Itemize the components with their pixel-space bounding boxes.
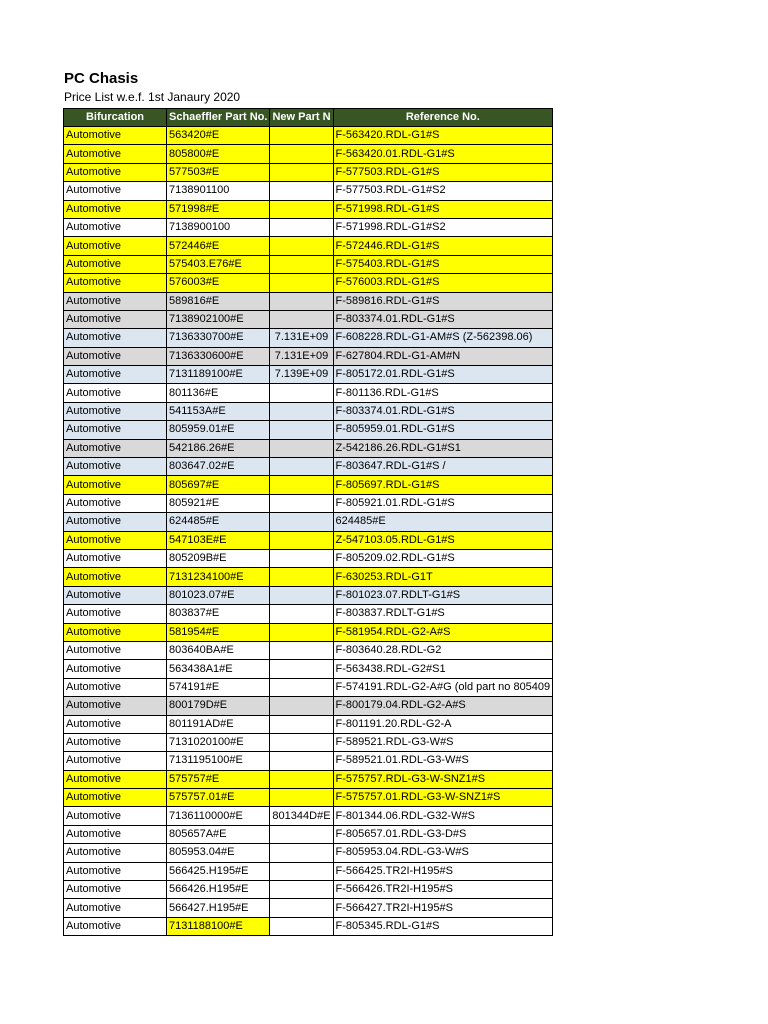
- reference-no-cell[interactable]: 624485#E: [333, 513, 553, 531]
- reference-no-cell[interactable]: F-577503.RDL-G1#S2: [333, 182, 553, 200]
- table-row: [64, 770, 553, 788]
- reference-no-cell[interactable]: Z-547103.05.RDL-G1#S: [333, 531, 553, 549]
- new-part-no-cell[interactable]: [270, 476, 333, 494]
- part-no-cell[interactable]: 547103E#E: [167, 531, 270, 549]
- bifurcation-cell[interactable]: Automotive: [64, 917, 167, 935]
- part-no-cell[interactable]: 541153A#E: [167, 402, 270, 420]
- part-no-cell[interactable]: 576003#E: [167, 274, 270, 292]
- table-row: [64, 494, 553, 512]
- bifurcation-cell[interactable]: Automotive: [64, 458, 167, 476]
- col-header-reference-no[interactable]: Reference No.: [333, 109, 553, 127]
- new-part-no-cell[interactable]: [270, 255, 333, 273]
- part-no-cell[interactable]: 563438A1#E: [167, 660, 270, 678]
- table-row: [64, 218, 553, 236]
- bifurcation-cell[interactable]: Automotive: [64, 384, 167, 402]
- bifurcation-cell[interactable]: Automotive: [64, 678, 167, 696]
- table-row: [64, 384, 553, 402]
- new-part-no-cell[interactable]: [270, 200, 333, 218]
- part-no-cell[interactable]: 7131188100#E: [167, 917, 270, 935]
- bifurcation-cell[interactable]: Automotive: [64, 347, 167, 365]
- reference-no-cell[interactable]: F-563420.01.RDL-G1#S: [333, 145, 553, 163]
- reference-no-cell[interactable]: F-805921.01.RDL-G1#S: [333, 494, 553, 512]
- new-part-no-cell[interactable]: [270, 789, 333, 807]
- bifurcation-cell[interactable]: Automotive: [64, 402, 167, 420]
- table-row: [64, 825, 553, 843]
- new-part-no-cell[interactable]: [270, 678, 333, 696]
- col-header-bifurcation[interactable]: Bifurcation: [64, 109, 167, 127]
- reference-no-cell[interactable]: F-801191.20.RDL-G2-A: [333, 715, 553, 733]
- part-no-cell[interactable]: 542186.26#E: [167, 439, 270, 457]
- new-part-no-cell[interactable]: [270, 237, 333, 255]
- new-part-no-cell[interactable]: [270, 494, 333, 512]
- reference-no-cell[interactable]: F-803374.01.RDL-G1#S: [333, 310, 553, 328]
- new-part-no-cell[interactable]: [270, 752, 333, 770]
- bifurcation-cell[interactable]: Automotive: [64, 789, 167, 807]
- new-part-no-cell[interactable]: [270, 384, 333, 402]
- bifurcation-cell[interactable]: Automotive: [64, 844, 167, 862]
- bifurcation-cell[interactable]: Automotive: [64, 329, 167, 347]
- new-part-no-cell[interactable]: [270, 899, 333, 917]
- new-part-no-cell[interactable]: [270, 660, 333, 678]
- bifurcation-cell[interactable]: Automotive: [64, 476, 167, 494]
- new-part-no-cell[interactable]: [270, 145, 333, 163]
- table-row: [64, 807, 553, 825]
- part-no-cell[interactable]: 805209B#E: [167, 549, 270, 567]
- bifurcation-cell[interactable]: Automotive: [64, 807, 167, 825]
- table-row: [64, 641, 553, 659]
- new-part-no-cell[interactable]: [270, 127, 333, 145]
- bifurcation-cell[interactable]: Automotive: [64, 531, 167, 549]
- reference-no-cell[interactable]: F-803374.01.RDL-G1#S: [333, 402, 553, 420]
- table-row: [64, 733, 553, 751]
- table-row: [64, 789, 553, 807]
- sheet-subtitle: Price List w.e.f. 1st Janaury 2020: [64, 90, 241, 104]
- table-row: [64, 623, 553, 641]
- reference-no-cell[interactable]: F-575757.01.RDL-G3-W-SNZ1#S: [333, 789, 553, 807]
- part-no-cell[interactable]: 575757.01#E: [167, 789, 270, 807]
- bifurcation-cell[interactable]: Automotive: [64, 568, 167, 586]
- part-no-cell[interactable]: 589816#E: [167, 292, 270, 310]
- new-part-no-cell[interactable]: [270, 421, 333, 439]
- reference-no-cell[interactable]: F-589521.RDL-G3-W#S: [333, 733, 553, 751]
- bifurcation-cell[interactable]: Automotive: [64, 825, 167, 843]
- table-row: [64, 844, 553, 862]
- table-row: [64, 347, 553, 365]
- part-no-cell[interactable]: 801191AD#E: [167, 715, 270, 733]
- bifurcation-cell[interactable]: Automotive: [64, 366, 167, 384]
- bifurcation-cell[interactable]: Automotive: [64, 494, 167, 512]
- new-part-no-cell[interactable]: [270, 292, 333, 310]
- reference-no-cell[interactable]: F-563438.RDL-G2#S1: [333, 660, 553, 678]
- new-part-no-cell[interactable]: [270, 531, 333, 549]
- table-row: [64, 531, 553, 549]
- bifurcation-cell[interactable]: Automotive: [64, 641, 167, 659]
- table-row: [64, 274, 553, 292]
- part-no-cell[interactable]: 574191#E: [167, 678, 270, 696]
- reference-no-cell[interactable]: F-801136.RDL-G1#S: [333, 384, 553, 402]
- table-row: [64, 145, 553, 163]
- new-part-no-cell[interactable]: [270, 715, 333, 733]
- table-row: [64, 568, 553, 586]
- table-row: [64, 881, 553, 899]
- new-part-no-cell[interactable]: 7.139E+09: [270, 366, 333, 384]
- reference-no-cell[interactable]: F-805959.01.RDL-G1#S: [333, 421, 553, 439]
- reference-no-cell[interactable]: F-574191.RDL-G2-A#G (old part no 805409: [333, 678, 553, 696]
- reference-no-cell[interactable]: F-571998.RDL-G1#S2: [333, 218, 553, 236]
- part-no-cell[interactable]: 566425.H195#E: [167, 862, 270, 880]
- part-no-cell[interactable]: 7131195100#E: [167, 752, 270, 770]
- part-no-cell[interactable]: 7138902100#E: [167, 310, 270, 328]
- new-part-no-cell[interactable]: [270, 586, 333, 604]
- table-row: [64, 329, 553, 347]
- new-part-no-cell[interactable]: [270, 439, 333, 457]
- reference-no-cell[interactable]: F-566425.TR2I-H195#S: [333, 862, 553, 880]
- table-row: [64, 182, 553, 200]
- bifurcation-cell[interactable]: Automotive: [64, 439, 167, 457]
- table-row: [64, 237, 553, 255]
- table-row: [64, 255, 553, 273]
- bifurcation-cell[interactable]: Automotive: [64, 421, 167, 439]
- reference-no-cell[interactable]: Z-542186.26.RDL-G1#S1: [333, 439, 553, 457]
- part-no-cell[interactable]: 7131020100#E: [167, 733, 270, 751]
- table-row: [64, 513, 553, 531]
- table-row: [64, 402, 553, 420]
- new-part-no-cell[interactable]: [270, 623, 333, 641]
- new-part-no-cell[interactable]: [270, 917, 333, 935]
- bifurcation-cell[interactable]: Automotive: [64, 200, 167, 218]
- table-row: [64, 476, 553, 494]
- sheet-title: PC Chasis: [64, 70, 139, 87]
- new-part-no-cell[interactable]: [270, 402, 333, 420]
- bifurcation-cell[interactable]: Automotive: [64, 182, 167, 200]
- reference-no-cell[interactable]: F-800179.04.RDL-G2-A#S: [333, 697, 553, 715]
- reference-no-cell[interactable]: F-575403.RDL-G1#S: [333, 255, 553, 273]
- reference-no-cell[interactable]: F-575757.RDL-G3-W-SNZ1#S: [333, 770, 553, 788]
- reference-no-cell[interactable]: F-801344.06.RDL-G32-W#S: [333, 807, 553, 825]
- part-no-cell[interactable]: 624485#E: [167, 513, 270, 531]
- part-no-cell[interactable]: 803640BA#E: [167, 641, 270, 659]
- price-list-table: [63, 108, 553, 936]
- table-row: [64, 605, 553, 623]
- bifurcation-cell[interactable]: Automotive: [64, 605, 167, 623]
- table-row: [64, 899, 553, 917]
- reference-no-cell[interactable]: F-563420.RDL-G1#S: [333, 127, 553, 145]
- table-row: [64, 366, 553, 384]
- bifurcation-cell[interactable]: Automotive: [64, 237, 167, 255]
- part-no-cell[interactable]: 572446#E: [167, 237, 270, 255]
- reference-no-cell[interactable]: F-805209.02.RDL-G1#S: [333, 549, 553, 567]
- new-part-no-cell[interactable]: 7.131E+09: [270, 347, 333, 365]
- bifurcation-cell[interactable]: Automotive: [64, 899, 167, 917]
- reference-no-cell[interactable]: F-572446.RDL-G1#S: [333, 237, 553, 255]
- bifurcation-cell[interactable]: Automotive: [64, 163, 167, 181]
- bifurcation-cell[interactable]: Automotive: [64, 697, 167, 715]
- part-no-cell[interactable]: 805959.01#E: [167, 421, 270, 439]
- table-row: [64, 310, 553, 328]
- part-no-cell[interactable]: 805657A#E: [167, 825, 270, 843]
- col-header-new-part-no[interactable]: New Part N: [270, 109, 333, 127]
- part-no-cell[interactable]: 805697#E: [167, 476, 270, 494]
- col-header-part-no[interactable]: Schaeffler Part No.: [167, 109, 270, 127]
- bifurcation-cell[interactable]: Automotive: [64, 733, 167, 751]
- reference-no-cell[interactable]: F-805697.RDL-G1#S: [333, 476, 553, 494]
- reference-no-cell[interactable]: F-803647.RDL-G1#S /: [333, 458, 553, 476]
- bifurcation-cell[interactable]: Automotive: [64, 145, 167, 163]
- table-row: [64, 439, 553, 457]
- bifurcation-cell[interactable]: Automotive: [64, 292, 167, 310]
- table-row: [64, 752, 553, 770]
- part-no-cell[interactable]: 577503#E: [167, 163, 270, 181]
- reference-no-cell[interactable]: F-566427.TR2I-H195#S: [333, 899, 553, 917]
- new-part-no-cell[interactable]: [270, 770, 333, 788]
- bifurcation-cell[interactable]: Automotive: [64, 715, 167, 733]
- new-part-no-cell[interactable]: [270, 218, 333, 236]
- header-row: [64, 109, 553, 127]
- bifurcation-cell[interactable]: Automotive: [64, 513, 167, 531]
- part-no-cell[interactable]: 805800#E: [167, 145, 270, 163]
- new-part-no-cell[interactable]: [270, 274, 333, 292]
- new-part-no-cell[interactable]: [270, 862, 333, 880]
- new-part-no-cell[interactable]: [270, 549, 333, 567]
- reference-no-cell[interactable]: F-803837.RDLT-G1#S: [333, 605, 553, 623]
- bifurcation-cell[interactable]: Automotive: [64, 862, 167, 880]
- new-part-no-cell[interactable]: [270, 458, 333, 476]
- new-part-no-cell[interactable]: [270, 641, 333, 659]
- table-row: [64, 163, 553, 181]
- reference-no-cell[interactable]: F-581954.RDL-G2-A#S: [333, 623, 553, 641]
- new-part-no-cell[interactable]: [270, 568, 333, 586]
- part-no-cell[interactable]: 7136330700#E: [167, 329, 270, 347]
- reference-no-cell[interactable]: F-805172.01.RDL-G1#S: [333, 366, 553, 384]
- reference-no-cell[interactable]: F-608228.RDL-G1-AM#S (Z-562398.06): [333, 329, 553, 347]
- reference-no-cell[interactable]: F-803640.28.RDL-G2: [333, 641, 553, 659]
- table-row: [64, 697, 553, 715]
- new-part-no-cell[interactable]: [270, 163, 333, 181]
- reference-no-cell[interactable]: F-589521.01.RDL-G3-W#S: [333, 752, 553, 770]
- reference-no-cell[interactable]: F-805345.RDL-G1#S: [333, 917, 553, 935]
- reference-no-cell[interactable]: F-589816.RDL-G1#S: [333, 292, 553, 310]
- bifurcation-cell[interactable]: Automotive: [64, 623, 167, 641]
- part-no-cell[interactable]: 805921#E: [167, 494, 270, 512]
- new-part-no-cell[interactable]: 7.131E+09: [270, 329, 333, 347]
- new-part-no-cell[interactable]: [270, 881, 333, 899]
- part-no-cell[interactable]: 7138900100: [167, 218, 270, 236]
- new-part-no-cell[interactable]: [270, 605, 333, 623]
- reference-no-cell[interactable]: F-571998.RDL-G1#S: [333, 200, 553, 218]
- part-no-cell[interactable]: 566427.H195#E: [167, 899, 270, 917]
- table-row: [64, 127, 553, 145]
- bifurcation-cell[interactable]: Automotive: [64, 255, 167, 273]
- bifurcation-cell[interactable]: Automotive: [64, 770, 167, 788]
- new-part-no-cell[interactable]: 801344D#E: [270, 807, 333, 825]
- reference-no-cell[interactable]: F-627804.RDL-G1-AM#N: [333, 347, 553, 365]
- bifurcation-cell[interactable]: Automotive: [64, 218, 167, 236]
- part-no-cell[interactable]: 7131189100#E: [167, 366, 270, 384]
- part-no-cell[interactable]: 581954#E: [167, 623, 270, 641]
- new-part-no-cell[interactable]: [270, 513, 333, 531]
- part-no-cell[interactable]: 801023.07#E: [167, 586, 270, 604]
- reference-no-cell[interactable]: F-577503.RDL-G1#S: [333, 163, 553, 181]
- bifurcation-cell[interactable]: Automotive: [64, 310, 167, 328]
- bifurcation-cell[interactable]: Automotive: [64, 752, 167, 770]
- table-row: [64, 862, 553, 880]
- table-row: [64, 549, 553, 567]
- part-no-cell[interactable]: 805953.04#E: [167, 844, 270, 862]
- part-no-cell[interactable]: 566426.H195#E: [167, 881, 270, 899]
- table-row: [64, 917, 553, 935]
- new-part-no-cell[interactable]: [270, 697, 333, 715]
- part-no-cell[interactable]: 803647.02#E: [167, 458, 270, 476]
- table-row: [64, 200, 553, 218]
- reference-no-cell[interactable]: F-566426.TR2I-H195#S: [333, 881, 553, 899]
- part-no-cell[interactable]: 575403.E76#E: [167, 255, 270, 273]
- new-part-no-cell[interactable]: [270, 733, 333, 751]
- bifurcation-cell[interactable]: Automotive: [64, 127, 167, 145]
- new-part-no-cell[interactable]: [270, 310, 333, 328]
- part-no-cell[interactable]: 575757#E: [167, 770, 270, 788]
- reference-no-cell[interactable]: F-576003.RDL-G1#S: [333, 274, 553, 292]
- bifurcation-cell[interactable]: Automotive: [64, 586, 167, 604]
- table-row: [64, 421, 553, 439]
- bifurcation-cell[interactable]: Automotive: [64, 274, 167, 292]
- part-no-cell[interactable]: 7138901100: [167, 182, 270, 200]
- part-no-cell[interactable]: 563420#E: [167, 127, 270, 145]
- part-no-cell[interactable]: 800179D#E: [167, 697, 270, 715]
- table-row: [64, 586, 553, 604]
- part-no-cell[interactable]: 571998#E: [167, 200, 270, 218]
- part-no-cell[interactable]: 803837#E: [167, 605, 270, 623]
- bifurcation-cell[interactable]: Automotive: [64, 660, 167, 678]
- reference-no-cell[interactable]: F-805953.04.RDL-G3-W#S: [333, 844, 553, 862]
- bifurcation-cell[interactable]: Automotive: [64, 881, 167, 899]
- part-no-cell[interactable]: 7136330600#E: [167, 347, 270, 365]
- part-no-cell[interactable]: 7131234100#E: [167, 568, 270, 586]
- new-part-no-cell[interactable]: [270, 825, 333, 843]
- table-row: [64, 292, 553, 310]
- part-no-cell[interactable]: 7136110000#E: [167, 807, 270, 825]
- reference-no-cell[interactable]: F-801023.07.RDLT-G1#S: [333, 586, 553, 604]
- bifurcation-cell[interactable]: Automotive: [64, 549, 167, 567]
- part-no-cell[interactable]: 801136#E: [167, 384, 270, 402]
- table-row: [64, 715, 553, 733]
- reference-no-cell[interactable]: F-630253.RDL-G1T: [333, 568, 553, 586]
- table-row: [64, 678, 553, 696]
- new-part-no-cell[interactable]: [270, 182, 333, 200]
- table-row: [64, 660, 553, 678]
- table-row: [64, 458, 553, 476]
- new-part-no-cell[interactable]: [270, 844, 333, 862]
- reference-no-cell[interactable]: F-805657.01.RDL-G3-D#S: [333, 825, 553, 843]
